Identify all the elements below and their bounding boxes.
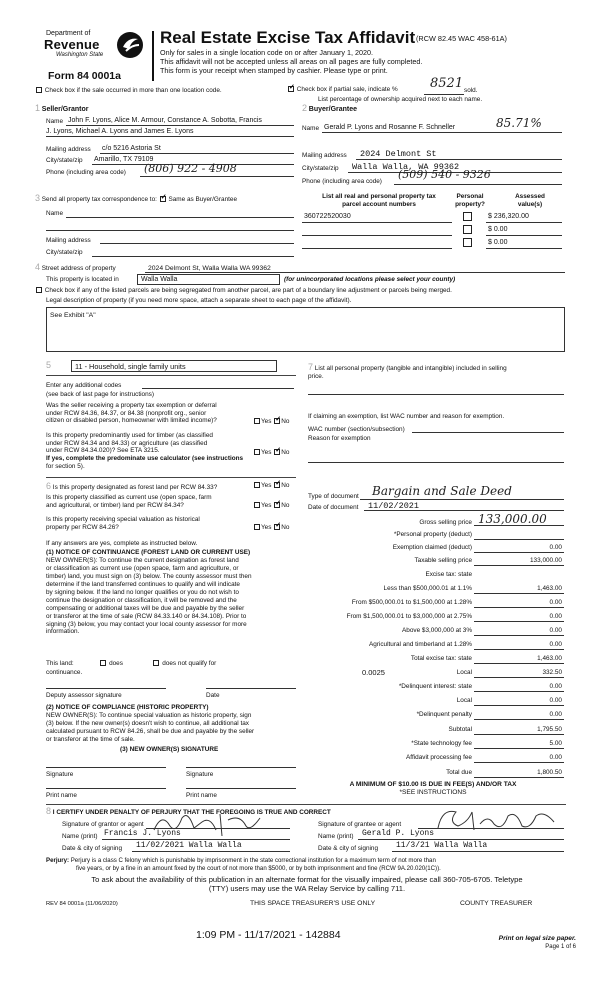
buyer-name-label: Name	[302, 125, 320, 132]
tax-row-label: Less than $500,000.01 at 1.1%	[383, 585, 472, 592]
section3-row: 3 Send all property tax correspondence to: ✓ Same as Buyer/Grantee	[35, 193, 237, 204]
partial-sold: sold.	[464, 87, 478, 94]
personal-header: Personal property?	[455, 193, 485, 208]
s3-city-label: City/state/zip	[46, 249, 83, 256]
notice1-title: (1) NOTICE OF CONTINUANCE (FOREST LAND OR CURRENT USE)	[46, 549, 251, 556]
same-as-buyer-checkbox[interactable]	[160, 196, 166, 202]
signature-label: Signature	[186, 771, 214, 778]
wa-logo-icon	[116, 31, 144, 59]
signature-label: Signature	[46, 771, 74, 778]
q-current-answer: Yes ✓ No	[253, 502, 289, 510]
tax-row-value[interactable]: 1,800.50	[537, 769, 562, 776]
dept-line2: Revenue	[44, 37, 100, 52]
grantee-signature[interactable]	[432, 804, 562, 834]
no-checkbox[interactable]	[274, 524, 280, 530]
deputy-date-label: Date	[206, 692, 220, 699]
tax-row-value[interactable]: 1,463.00	[537, 585, 562, 592]
buyer-phone[interactable]: (509) 540 - 9326	[398, 168, 491, 181]
deputy-sig-label: Deputy assessor signature	[46, 692, 122, 699]
tax-row-value[interactable]: 5.00	[549, 740, 562, 747]
multi-location-checkbox[interactable]	[36, 87, 42, 93]
seller-city[interactable]: Amarillo, TX 79109	[94, 156, 154, 163]
tax-row-value[interactable]: 0.00	[549, 754, 562, 761]
tax-row-label: Subtotal	[448, 726, 472, 733]
tax-row-label: *Personal property (deduct)	[393, 531, 472, 538]
assessed-value[interactable]: $ 236,320.00	[488, 213, 529, 220]
notice2-body: NEW OWNER(S): To continue special valuation as historic property, sign (3) below. If the new owner(s) doesn't wish to continue, all additional tax calculated pursuant to RCW 84.26, shall be due and payable by the seller or transferor at the time of sale.	[46, 712, 255, 743]
certify-row: 8 I CERTIFY UNDER PENALTY OF PERJURY THAT THE FOREGOING IS TRUE AND CORRECT	[46, 806, 331, 816]
q-special-answer: Yes ✓ No	[253, 524, 289, 532]
assessed-header: Assessed value(s)	[515, 193, 545, 208]
tax-row-value[interactable]: 0.00	[549, 683, 562, 690]
tax-row-label: Taxable selling price	[414, 557, 472, 564]
tax-row-label: From $1,500,000.01 to $3,000,000 at 2.75%	[346, 613, 472, 620]
tax-row-label: *Delinquent interest: state	[398, 683, 472, 690]
form-number: Form 84 0001a	[48, 70, 121, 82]
gross-label: Gross selling price	[419, 519, 472, 526]
multi-location-row	[35, 87, 222, 95]
personal-property-checkbox[interactable]	[463, 238, 472, 247]
s3-name-label: Name	[46, 210, 64, 217]
recording-stamp: 1:09 PM - 11/17/2021 - 142884	[196, 929, 341, 941]
yes-checkbox[interactable]	[254, 482, 260, 488]
tax-row-value[interactable]: 0.00	[549, 627, 562, 634]
form-rcw: (RCW 82.45 WAC 458-61A)	[416, 34, 507, 43]
grantor-sig-label: Signature of grantor or agent	[62, 821, 144, 828]
section-number: 1	[35, 103, 41, 113]
partial-pct-hw: 8521	[430, 76, 464, 91]
yes-checkbox[interactable]	[254, 524, 260, 530]
partial-sale-checkbox[interactable]	[288, 86, 294, 92]
seller-phone-label: Phone (including area code)	[46, 169, 126, 176]
tax-row-value[interactable]: 1,795.50	[537, 726, 562, 733]
subtitle-3: This form is your receipt when stamped by cashier. Please type or print.	[160, 66, 388, 75]
seller-phone[interactable]: (806) 922 - 4908	[144, 162, 237, 175]
seller-name-line2[interactable]: J. Lyons, Michael A. Lyons and James E. Lyons	[46, 128, 194, 135]
parcel-row	[302, 225, 564, 237]
wac-label: WAC number (section/subsection)	[308, 426, 405, 433]
tax-row-label: From $500,000.01 to $1,500,000 at 1.28%	[351, 599, 472, 606]
local-value[interactable]: 332.50	[542, 669, 562, 676]
grantor-name[interactable]: Francis J. Lyons	[104, 829, 181, 838]
no-checkbox[interactable]	[274, 482, 280, 488]
no-checkbox[interactable]	[274, 449, 280, 455]
seller-name-line1[interactable]: John F. Lyons, Alice M. Armour, Constance A. Sobotta, Francis	[68, 117, 262, 124]
reason-label: Reason for exemption	[308, 435, 371, 442]
tax-row-value[interactable]: 0.00	[549, 613, 562, 620]
q-timber: Is this property predominantly used for timber (as classified under RCW 84.34 and 84.33) or agriculture (as classified under RCW 84.34.020)? See ETA 3215. If yes, complete the predominate use calculator (see instructions for section 5).	[46, 432, 244, 470]
parcel-header: List all real and personal property tax parcel account numbers	[322, 193, 436, 208]
buyer-phone-label: Phone (including area code)	[302, 178, 382, 185]
gross-value[interactable]: 133,000.00	[478, 512, 547, 526]
partial-sale-label: Check box if partial sale, indicate %	[296, 86, 398, 93]
notice1-body: NEW OWNER(S): To continue the current designation as forest land or classification as current use (open space, farm and agriculture, or timber) land, you must sign on (3) below. The county assessor must then determine if the land transferred continues to qualify and will indicate by signing below. If the land no longer qualifies or you do not wish to continue the designation or classification, it will be removed and the compensating or additional taxes will be due and payable by the seller or transferor at the time of sale (RCW 84.33.140 or 84.34.108). Prior to signing (3) below, you may contact your local county assessor for more information.	[46, 557, 252, 636]
seller-mailing-label: Mailing address	[46, 146, 91, 153]
form-title: Real Estate Excise Tax Affidavit	[160, 28, 416, 47]
local-rate: 0.0025	[362, 668, 385, 677]
doc-date-label: Date of document	[308, 504, 359, 511]
this-land-row: This land: does does not qualify for	[46, 660, 217, 667]
q-exemption: Was the seller receiving a property tax exemption or deferral under RCW 84.36, 84.37, or 84.38 (nonprofit org., senior citizen or disabled person, homeowner with limited income)?	[46, 402, 217, 425]
seller-city-label: City/state/zip	[46, 157, 83, 164]
additional-codes-label: Enter any additional codes	[46, 382, 122, 389]
ask-note: To ask about the availability of this publication in an alternate format for the visually impaired, please call 360-705-6705. Teletype (TTY) users may use the WA Relay Service by calling 711.	[91, 875, 523, 893]
print-legal: Print on legal size paper.	[498, 935, 576, 942]
partial-sale-row	[287, 86, 398, 94]
if-yes-note: If any answers are yes, complete as instructed below.	[46, 540, 198, 547]
notice2-title: (2) NOTICE OF COMPLIANCE (HISTORIC PROPERTY)	[46, 704, 209, 711]
q-current: Is this property classified as current use (open space, farm and agricultural, or timber) land per RCW 84.34?	[46, 494, 212, 509]
doc-type-label: Type of document	[308, 493, 359, 500]
county-treasurer: COUNTY TREASURER	[460, 900, 533, 907]
q-forest-answer: Yes ✓ No	[253, 482, 289, 490]
doc-type[interactable]: Bargain and Sale Deed	[372, 484, 512, 498]
tax-row-value[interactable]: 0.00	[549, 711, 562, 718]
buyer-city[interactable]: Walla Walla, WA 99362	[352, 162, 460, 172]
buyer-pct-hw: 85.71%	[496, 116, 542, 130]
new-owner-sig-title: (3) NEW OWNER(S) SIGNATURE	[120, 746, 219, 753]
grantee-date-label: Date & city of signing	[318, 845, 379, 852]
yes-checkbox[interactable]	[254, 449, 260, 455]
section5-number: 5	[46, 360, 52, 370]
grantee-sig-label: Signature of grantee or agent	[318, 821, 402, 828]
seller-mailing[interactable]: c/o 5216 Astoria St	[102, 145, 161, 152]
street-row: 4 Street address of property	[35, 262, 116, 272]
segregated-checkbox[interactable]	[36, 287, 42, 293]
s3-mailing-label: Mailing address	[46, 237, 91, 244]
tax-row-value[interactable]: 0.00	[549, 641, 562, 648]
tax-row-label: Affidavit processing fee	[406, 754, 472, 761]
street-address[interactable]: 2024 Delmont St, Walla Walla WA 99362	[148, 265, 271, 272]
exemption-claim: If claiming an exemption, list WAC number and reason for exemption.	[308, 413, 505, 420]
tax-row-label: Total excise tax: state	[410, 655, 472, 662]
tax-row-label: Local	[456, 697, 472, 704]
no-checkbox[interactable]	[274, 502, 280, 508]
multi-location-label: Check box if the sale occurred in more than one location code.	[44, 87, 222, 94]
subtitle-1: Only for sales in a single location code on or after January 1, 2020.	[160, 48, 373, 57]
buyer-mailing-label: Mailing address	[302, 152, 347, 159]
doc-date[interactable]: 11/02/2021	[368, 501, 420, 511]
located-note: (for unincorporated locations please select your county)	[284, 276, 456, 283]
buyer-heading: 2 Buyer/Grantee	[302, 103, 358, 113]
q-exemption-answer: Yes ✓ No	[253, 418, 289, 426]
buyer-city-label: City/state/zip	[302, 165, 339, 172]
grantor-date-label: Date & city of signing	[62, 845, 123, 852]
yes-checkbox[interactable]	[254, 418, 260, 424]
page-number: Page 1 of 6	[545, 944, 576, 950]
tax-row-label: Exemption claimed (deduct)	[392, 544, 472, 551]
dept-of-revenue-logo	[34, 30, 142, 68]
rev-number: REV 84 0001a (11/06/2020)	[46, 901, 118, 907]
parcel-row	[302, 212, 564, 224]
personal-property-checkbox[interactable]	[463, 212, 472, 221]
personal-property-checkbox[interactable]	[463, 225, 472, 234]
legal-label: Legal description of property (if you need more space, attach a separate sheet to each page of the affidavit).	[46, 297, 352, 304]
does-not-checkbox[interactable]	[153, 660, 159, 666]
legal-description: See Exhibit "A"	[50, 312, 96, 319]
parcel-row	[302, 238, 564, 250]
legal-description-box[interactable]	[46, 307, 565, 352]
treasurer-use: THIS SPACE TREASURER'S USE ONLY	[250, 900, 376, 907]
dept-line3: Washington State	[56, 52, 104, 58]
use-code-select[interactable]: 11 - Household, single family units	[71, 360, 277, 372]
grantor-name-label: Name (print)	[62, 833, 98, 840]
grantee-date-city[interactable]: 11/3/21 Walla Walla	[396, 841, 488, 850]
tax-row-value[interactable]: 0.00	[549, 599, 562, 606]
buyer-name[interactable]: Gerald P. Lyons and Rosanne F. Schneller	[324, 124, 456, 131]
tax-row-label: *State technology fee	[411, 740, 472, 747]
minimum-note: A MINIMUM OF $10.00 IS DUE IN FEE(S) AND/OR TAX *SEE INSTRUCTIONS	[349, 781, 517, 796]
list-pct-note: List percentage of ownership acquired next to each name.	[318, 96, 483, 103]
does-checkbox[interactable]	[100, 660, 106, 666]
assessed-value[interactable]: $ 0.00	[488, 226, 508, 233]
parcel-number[interactable]: 360722520030	[304, 213, 351, 220]
dept-line1: Department of	[46, 30, 91, 37]
print-name-label: Print name	[46, 792, 77, 799]
tax-row-label: Agricultural and timberland at 1.28%	[368, 641, 472, 648]
located-select[interactable]: Walla Walla	[137, 274, 280, 285]
print-name-label: Print name	[186, 792, 217, 799]
tax-row-value[interactable]: 0.00	[549, 697, 562, 704]
q-forest: 6 Is this property designated as forest land per RCW 84.33?	[46, 481, 218, 491]
local-label: Local	[456, 669, 472, 676]
seller-heading: 1 Seller/Grantor	[35, 103, 89, 113]
grantee-name-label: Name (print)	[318, 833, 354, 840]
grantor-date-city[interactable]: 11/02/2021 Walla Walla	[136, 841, 242, 850]
q-special: Is this property receiving special valuation as historical property per RCW 84.26?	[46, 516, 200, 531]
header-divider	[152, 31, 154, 81]
perjury-note: Perjury: Perjury is a class C felony which is punishable by imprisonment in the state correctional institution for a maximum term of not more than five years, or by a fine in an amount fixed by the court of not more than $5000, or by both imprisonment and fine (RCW 9A.20.020(1C)).	[46, 857, 441, 872]
tax-row-value[interactable]: 0.00	[549, 544, 562, 551]
subtitle-2: This affidavit will not be accepted unless all areas on all pages are fully completed.	[160, 57, 423, 66]
seller-name-label: Name	[46, 118, 64, 125]
located-label: This property is located in	[46, 276, 119, 283]
yes-checkbox[interactable]	[254, 502, 260, 508]
assessed-value[interactable]: $ 0.00	[488, 239, 508, 246]
tax-row-label: Total due	[446, 769, 472, 776]
tax-row-label: Above $3,000,000 at 3%	[402, 627, 472, 634]
tax-row-label: *Delinquent penalty	[416, 711, 472, 718]
tax-row-value[interactable]: 1,463.00	[537, 655, 562, 662]
tax-row-value[interactable]: 133,000.00	[530, 557, 562, 564]
segregated-row: Check box if any of the listed parcels are being segregated from another parcel, are part of a boundary line adjustment or parcels being merged.	[35, 287, 452, 295]
no-checkbox[interactable]	[274, 418, 280, 424]
grantee-name[interactable]: Gerald P. Lyons	[362, 829, 435, 838]
continuance: continuance.	[46, 669, 83, 676]
personal-prop-list: 7 List all personal property (tangible and intangible) included in selling price.	[308, 362, 507, 380]
see-back: (see back of last page for instructions)	[46, 391, 154, 398]
buyer-mailing[interactable]: 2024 Delmont St	[360, 149, 437, 159]
tax-row-label: Excise tax: state	[425, 571, 472, 578]
q-timber-answer: Yes ✓ No	[253, 449, 289, 457]
